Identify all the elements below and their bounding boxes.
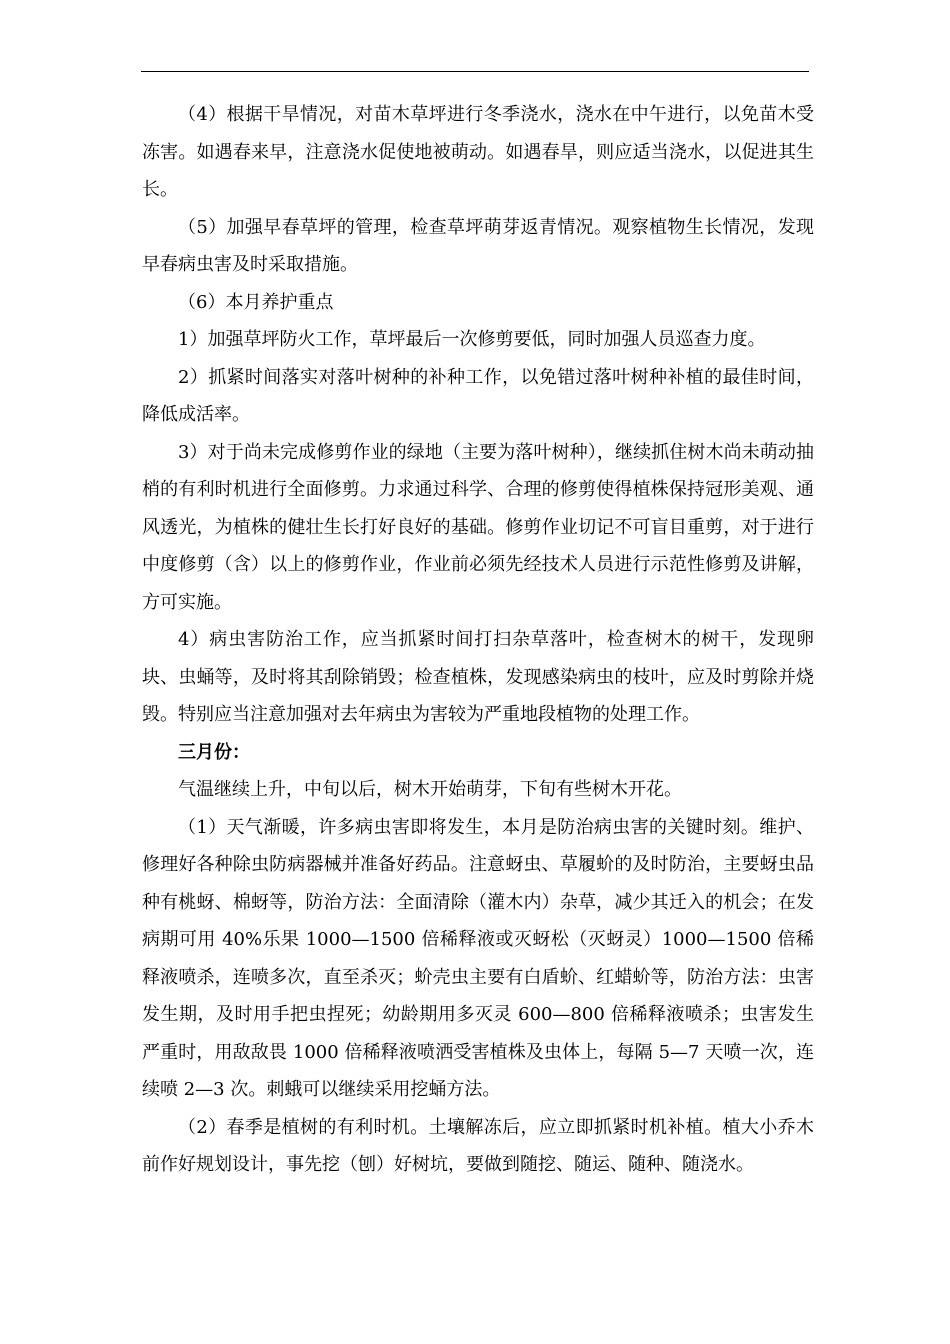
header-rule bbox=[141, 71, 809, 72]
document-body bbox=[142, 96, 814, 1184]
paragraph-march-pests: （1）天气渐暖，许多病虫害即将发生，本月是防治病虫害的关键时刻。维护、修理好各种除虫防病器械并准备好药品。注意蚜虫、草履蚧的及时防治，主要蚜虫品种有桃蚜、棉蚜等，防治方法：全面清除（灌木内）杂草，减少其迁入的机会；在发病期可用 40%乐果 1000—1500 倍稀释液或灭蚜松（灭蚜灵）1000—1500 倍稀释液喷杀，连喷多次，直至杀灭；蚧壳虫主要有白盾蚧、红蜡蚧等，防治方法：虫害发生期，及时用手把虫捏死；幼龄期用多灭灵 600—800 倍稀释液喷杀；虫害发生严重时，用敌敌畏 1000 倍稀释液喷洒受害植株及虫体上，每隔 5—7 天喷一次，连续喷 2—3 次。刺蛾可以继续采用挖蛹方法。 bbox=[142, 816, 814, 1100]
paragraph-march-planting: （2）春季是植树的有利时机。土壤解冻后，应立即抓紧时机补植。植大小乔木前作好规划设计，事先挖（刨）好树坑，要做到随挖、随运、随种、随浇水。 bbox=[142, 1116, 814, 1175]
paragraph-fire-prevention: 1）加强草坪防火工作，草坪最后一次修剪要低，同时加强人员巡查力度。 bbox=[178, 329, 766, 350]
paragraph-pruning: 3）对于尚未完成修剪作业的绿地（主要为落叶树种），继续抓住树木尚未萌动抽梢的有利时机进行全面修剪。力求通过科学、合理的修剪使得植株保持冠形美观、通风透光，为植株的健壮生长打好良好的基础。修剪作业切记不可盲目重剪，对于进行中度修剪（含）以上的修剪作业，作业前必须先经技术人员进行示范性修剪及讲解，方可实施。 bbox=[142, 441, 814, 613]
paragraph-monthly-focus: （6）本月养护重点 bbox=[178, 291, 334, 313]
paragraph-winter-watering: （4）根据干旱情况，对苗木草坪进行冬季浇水，浇水在中午进行，以免苗木受冻害。如遇春来早，注意浇水促使地被萌动。如遇春旱，则应适当浇水，以促进其生长。 bbox=[142, 104, 814, 200]
paragraph-march-climate: 气温继续上升，中旬以后，树木开始萌芽，下旬有些树木开花。 bbox=[178, 779, 682, 800]
paragraph-pest-control: 4）病虫害防治工作，应当抓紧时间打扫杂草落叶，检查树木的树干，发现卵块、虫蛹等，及时将其刮除销毁；检查植株，发现感染病虫的枝叶，应及时剪除并烧毁。特别应当注意加强对去年病虫为害较为严重地段植物的处理工作。 bbox=[142, 629, 814, 725]
section-heading-march: 三月份： bbox=[178, 741, 250, 763]
paragraph-replanting: 2）抓紧时间落实对落叶树种的补种工作，以免错过落叶树种补植的最佳时间，降低成活率。 bbox=[142, 366, 814, 425]
paragraph-lawn-management: （5）加强早春草坪的管理，检查草坪萌芽返青情况。观察植物生长情况，发现早春病虫害及时采取措施。 bbox=[142, 216, 814, 275]
